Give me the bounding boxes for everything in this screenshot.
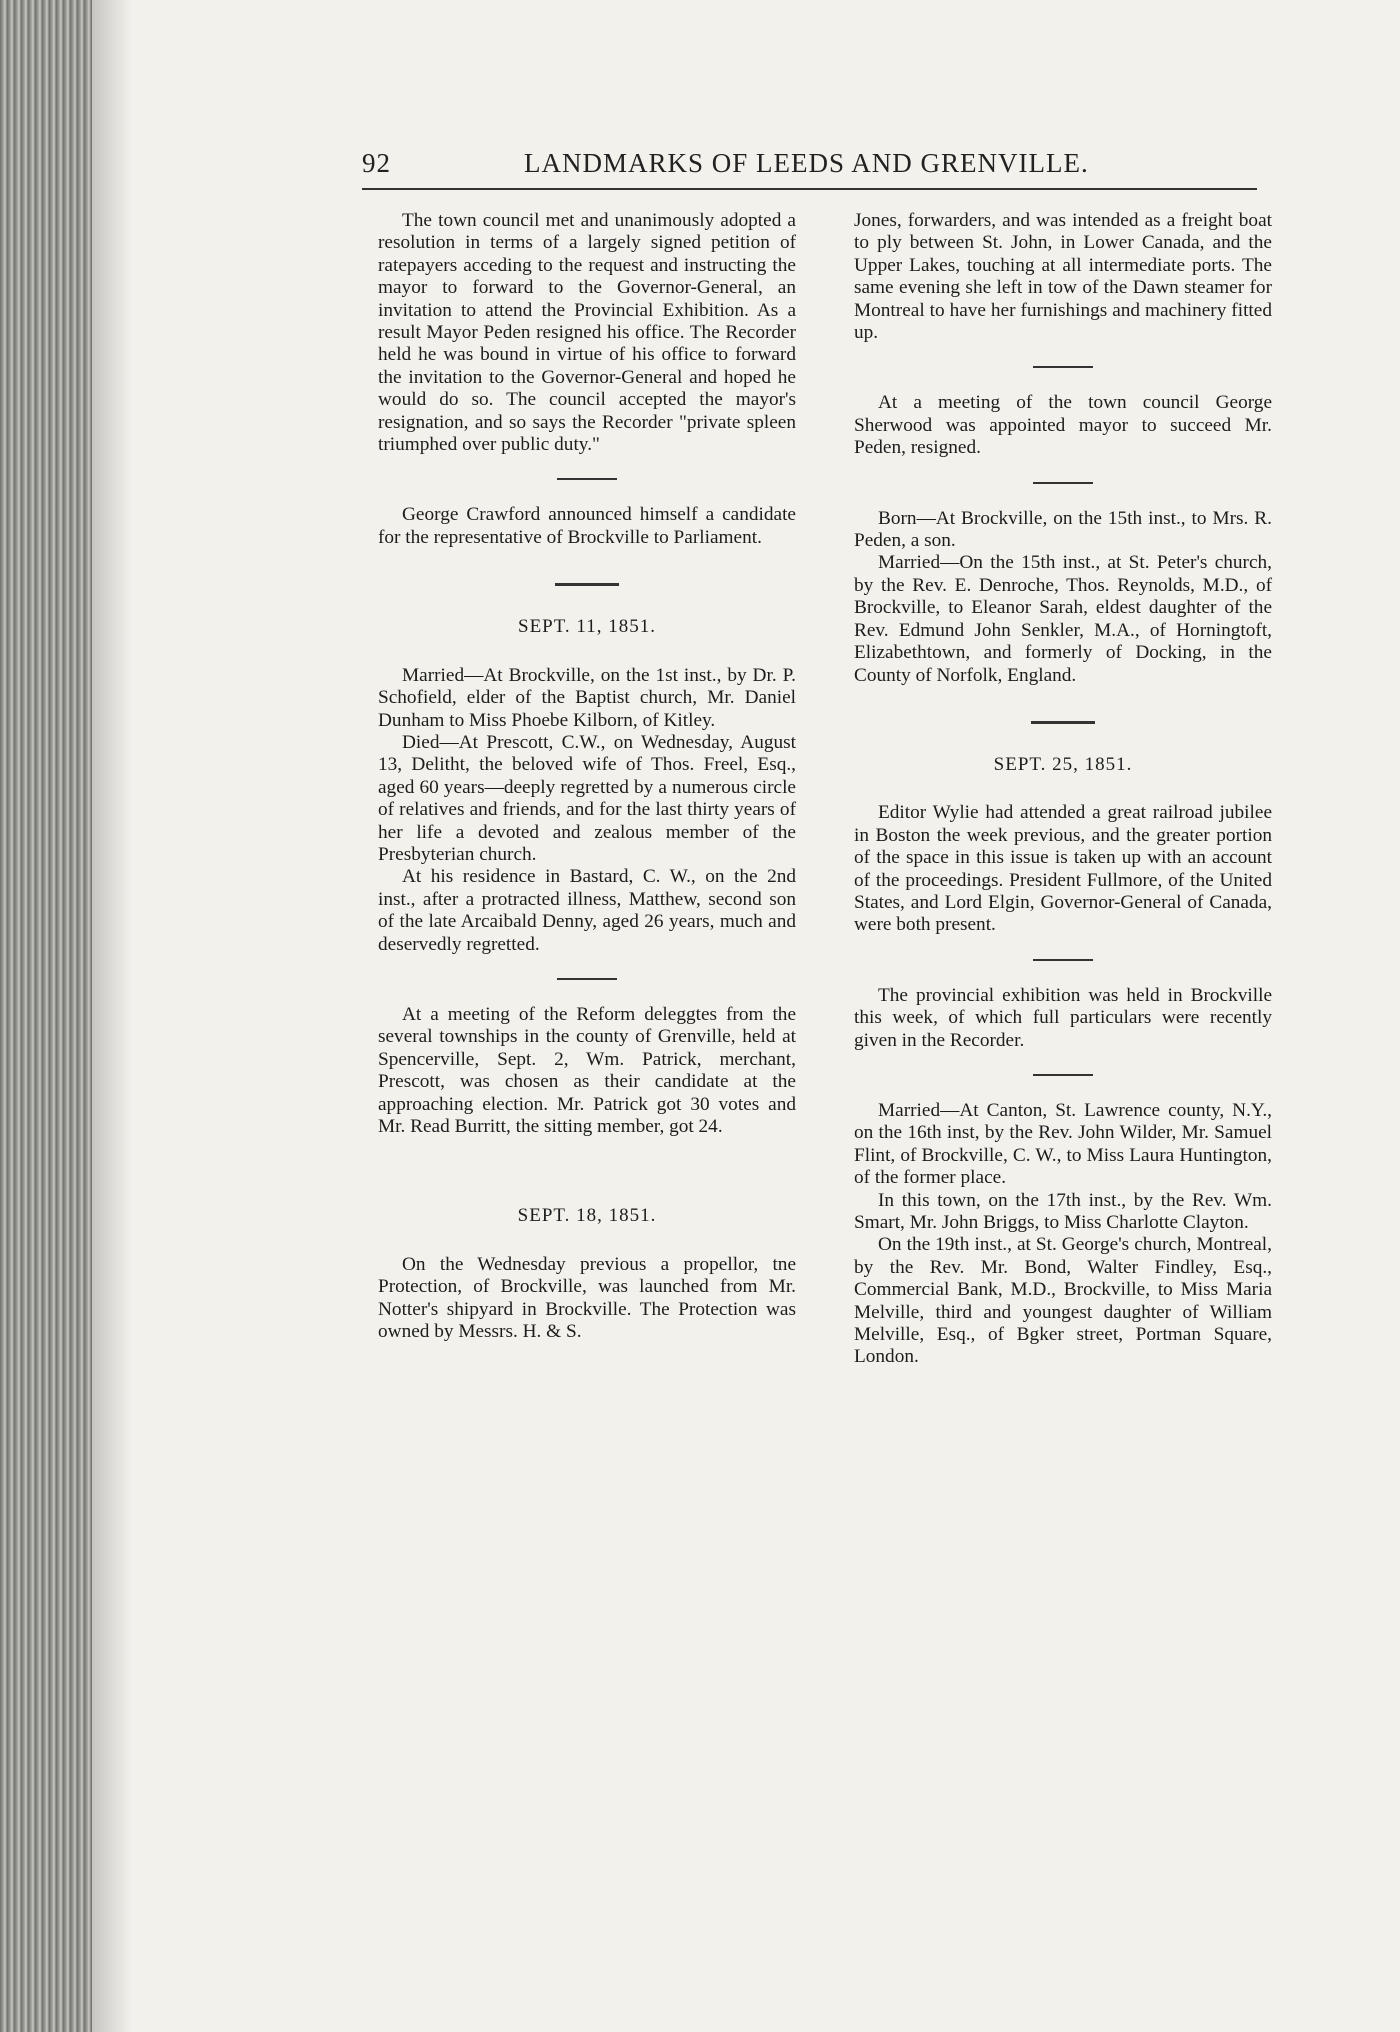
paragraph-reform-delegates: At a meeting of the Reform deleggtes from the several townships in the county of Grenville, held at Spencerville, Sept. 2, Wm. Patrick, merchant, Prescott, was chosen as their candidate at the approaching election. Mr. Patrick got 30 votes and Mr. Read Burritt, the sitting member, got 24. <box>378 1003 796 1137</box>
paragraph-married-flint: Married—At Canton, St. Lawrence county, N.Y., on the 16th inst, by the Rev. John Wilder, Mr. Samuel Flint, of Brockville, C. W., to Miss Laura Huntington, of the former place. <box>854 1099 1272 1189</box>
paragraph-denny: At his residence in Bastard, C. W., on the 2nd inst., after a protracted illness, Matthew, second son of the late Arcaibald Denny, aged 26 years, much and deservedly regretted. <box>378 866 796 955</box>
paragraph-railroad-jubilee: Editor Wylie had attended a great railroad jubilee in Boston the week previous, and the greater portion of the space in this issue is taken up with an account of the proceedings. President Fullmore, of the United States, and Lord Elgin, Governor-General of Canada, were both present. <box>854 802 1272 936</box>
paragraph-sherwood-mayor: At a meeting of the town council George Sherwood was appointed mayor to succeed Mr. Peden, resigned. <box>854 392 1272 459</box>
paragraph-married-briggs: In this town, on the 17th inst., by the Rev. Wm. Smart, Mr. John Briggs, to Miss Charlotte Clayton. <box>854 1189 1272 1233</box>
paragraph-protection-continued: Jones, forwarders, and was intended as a freight boat to ply between St. John, in Lower Canada, and the Upper Lakes, touching at all intermediate ports. The same evening she left in tow of the Dawn steamer for Montreal to have her furnishings and machinery fitted up. <box>854 210 1272 344</box>
paragraph-provincial-exhibition: The provincial exhibition was held in Brockville this week, of which full particulars were recently given in the Recorder. <box>854 984 1272 1051</box>
date-heading-sept-25: SEPT. 25, 1851. <box>993 753 1133 775</box>
paragraph-born-peden: Born—At Brockville, on the 15th inst., to Mrs. R. Peden, a son. <box>854 507 1272 552</box>
header-rule <box>362 188 1257 190</box>
section-rule <box>1031 721 1095 724</box>
paragraph-married-findley: On the 19th inst., at St. George's church, Montreal, by the Rev. Mr. Bond, Walter Findley, Esq., Commercial Bank, M.D., Brockville, to Miss Maria Melville, third and youngest daughter of William Melville, Esq., of Bgker street, Portman Square, London. <box>854 1234 1272 1368</box>
separator-rule <box>1033 1074 1093 1076</box>
book-page-edges <box>0 0 92 2032</box>
running-head <box>362 148 1252 188</box>
section-spacer <box>555 1172 619 1175</box>
paragraph-crawford-candidate: George Crawford announced himself a candidate for the representative of Brockville to Parliament. <box>378 504 796 548</box>
paragraph-propellor-protection: On the Wednesday previous a propellor, tne Protection, of Brockville, was launched from Mr. Notter's shipyard in Brockville. The Protection was owned by Messrs. H. & S. <box>378 1253 796 1343</box>
paragraph-died-freel: Died—At Prescott, C.W., on Wednesday, August 13, Delitht, the beloved wife of Thos. Freel, Esq., aged 60 years—deeply regretted by a numerous circle of relatives and friends, and for the last thirty years of her life a devoted and zealous member of the Presbyterian church. <box>378 731 796 865</box>
paragraph-married-dunham: Married—At Brockville, on the 1st inst., by Dr. P. Schofield, elder of the Baptist church, Mr. Daniel Dunham to Miss Phoebe Kilborn, of Kitley. <box>378 664 796 731</box>
left-column <box>378 210 796 1343</box>
date-heading-sept-18: SEPT. 18, 1851. <box>517 1205 657 1227</box>
running-title: LANDMARKS OF LEEDS AND GRENVILLE. <box>524 148 1089 178</box>
separator-rule <box>1033 366 1093 368</box>
section-rule <box>555 583 619 586</box>
page-number: 92 <box>362 148 391 178</box>
date-heading-sept-11: SEPT. 11, 1851. <box>518 616 656 638</box>
separator-rule <box>557 478 617 480</box>
right-column <box>854 210 1272 1369</box>
separator-rule <box>557 978 617 980</box>
gutter-shadow <box>92 0 132 2032</box>
separator-rule <box>1033 482 1093 484</box>
separator-rule <box>1033 959 1093 961</box>
paragraph-council-resolution: The town council met and unanimously adopted a resolution in terms of a largely signed petition of ratepayers acceding to the request and instructing the mayor to forward to the Governor-General, an invitation to attend the Provincial Exhibition. As a result Mayor Peden resigned his office. The Recorder held he was bound in virtue of his office to forward the invitation to the Governor-General and hoped he would do so. The council accepted the mayor's resignation, and so says the Recorder "private spleen triumphed over public duty." <box>378 210 796 456</box>
paragraph-married-reynolds: Married—On the 15th inst., at St. Peter's church, by the Rev. E. Denroche, Thos. Reynolds, M.D., of Brockville, to Eleanor Sarah, eldest daughter of the Rev. Edmund John Senkler, M.A., of Horningtoft, Elizabethtown, and formerly of Docking, in the County of Norfolk, England. <box>854 552 1272 686</box>
